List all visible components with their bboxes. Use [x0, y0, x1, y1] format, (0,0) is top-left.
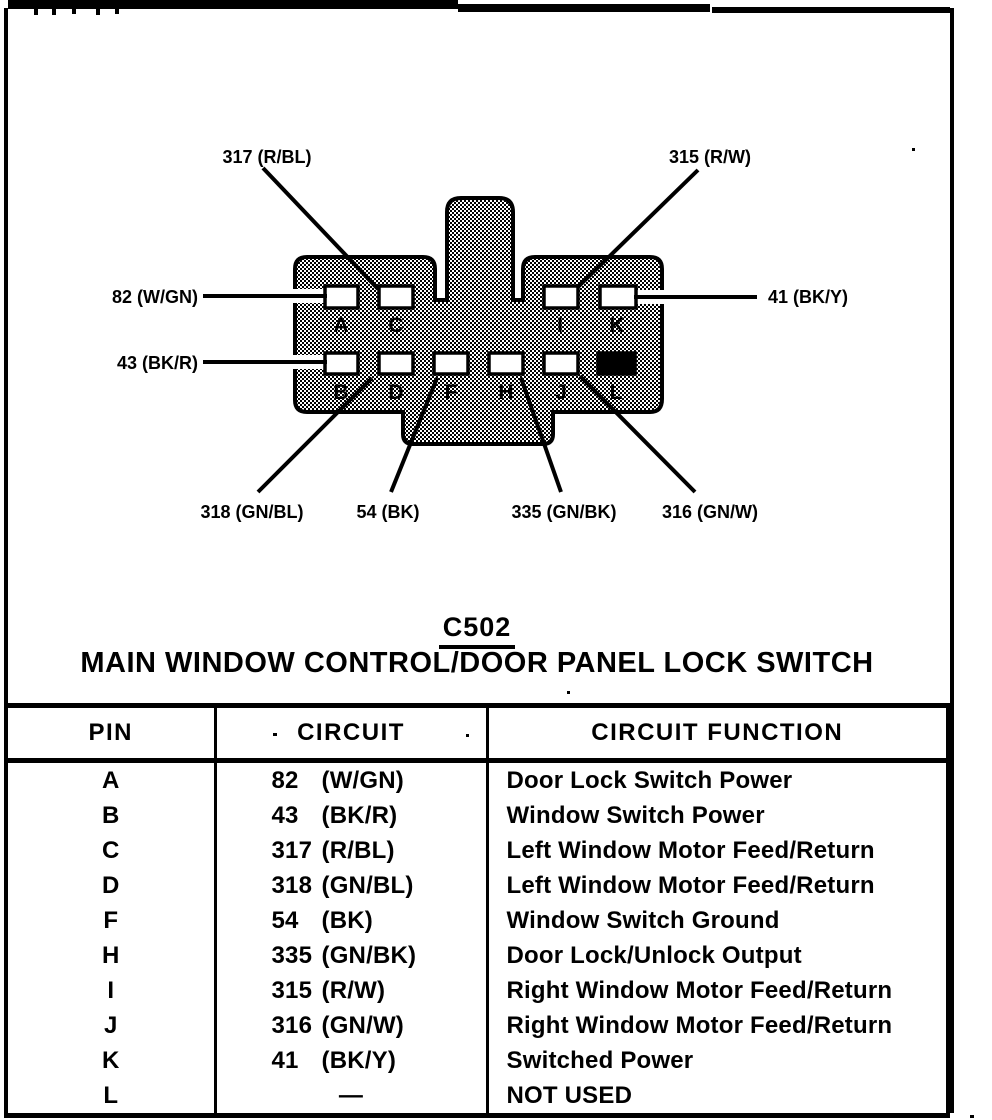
- wire-label-41: 41 (BK/Y): [768, 287, 849, 307]
- pin-letter-i: I: [557, 314, 563, 337]
- circuit-cell: 335 (GN/BK): [215, 938, 487, 973]
- pin-slot-l-blocked: [598, 353, 635, 374]
- circuit-cell: 317 (R/BL): [215, 833, 487, 868]
- pin-cell: C: [101, 836, 120, 864]
- circuit-cell: 82 (W/GN): [215, 761, 487, 799]
- connector-id-row: [4, 612, 950, 649]
- pin-letter-b: B: [333, 381, 349, 404]
- page-title: MAIN WINDOW CONTROL/DOOR PANEL LOCK SWITCH: [80, 647, 874, 679]
- pin-slot-b: [325, 353, 358, 374]
- table-row: [6, 1008, 948, 1043]
- pin-slot-i: [544, 286, 578, 308]
- column-header-pin: PIN: [6, 706, 215, 761]
- scan-speck: [970, 1115, 974, 1118]
- pin-cell: A: [101, 766, 120, 794]
- function-cell: Left Window Motor Feed/Return: [487, 868, 948, 903]
- pin-cell: K: [101, 1046, 120, 1074]
- wire-label-43: 43 (BK/R): [116, 353, 198, 373]
- table-row: [6, 798, 948, 833]
- table-row: [6, 903, 948, 938]
- function-cell: Window Switch Power: [487, 798, 948, 833]
- function-cell: Left Window Motor Feed/Return: [487, 833, 948, 868]
- pin-slot-j: [544, 353, 578, 374]
- circuit-cell: 318 (GN/BL): [215, 868, 487, 903]
- function-cell: Right Window Motor Feed/Return: [487, 1008, 948, 1043]
- function-cell: Door Lock/Unlock Output: [487, 938, 948, 973]
- pin-cell: L: [103, 1081, 119, 1109]
- circuit-cell: 54 (BK): [215, 903, 487, 938]
- circuit-cell: 41 (BK/Y): [215, 1043, 487, 1078]
- pin-slot-d: [379, 353, 413, 374]
- pin-slot-c: [379, 286, 413, 308]
- circuit-cell: 43 (BK/R): [215, 798, 487, 833]
- pin-letter-d: D: [388, 381, 404, 404]
- function-cell: Door Lock Switch Power: [487, 761, 948, 799]
- table-row: [6, 938, 948, 973]
- table-row: [6, 1078, 948, 1116]
- table-row: [6, 973, 948, 1008]
- pin-letter-f: F: [444, 381, 458, 404]
- pin-cell: D: [101, 871, 120, 899]
- pin-letter-l: L: [609, 381, 623, 404]
- circuit-cell: [215, 1078, 487, 1116]
- wire-label-82: 82 (W/GN): [111, 287, 198, 307]
- table-row: [6, 1043, 948, 1078]
- pin-slot-k: [600, 286, 636, 308]
- table-row: [6, 868, 948, 903]
- column-header-circuit-function: CIRCUIT FUNCTION: [487, 706, 948, 761]
- wire-label-315: 315 (R/W): [668, 147, 752, 167]
- pin-letter-k: K: [609, 314, 625, 337]
- wire-label-317: 317 (R/BL): [222, 147, 312, 167]
- table-row: [6, 761, 948, 799]
- pin-cell: I: [107, 976, 115, 1004]
- wire-label-318: 318 (GN/BL): [200, 502, 304, 522]
- function-cell: NOT USED: [487, 1078, 948, 1116]
- connector-body: [295, 198, 662, 444]
- pin-letter-a: A: [333, 314, 349, 337]
- pin-letter-h: H: [498, 381, 514, 404]
- pin-slot-f: [434, 353, 468, 374]
- pinout-table: [4, 703, 950, 1118]
- pin-slot-h: [489, 353, 523, 374]
- pin-letter-c: C: [388, 314, 404, 337]
- wire-label-54: 54 (BK): [356, 502, 420, 522]
- pin-cell: F: [103, 906, 119, 934]
- pin-cell: H: [101, 941, 120, 969]
- pin-cell: B: [101, 801, 120, 829]
- circuit-cell: 316 (GN/W): [215, 1008, 487, 1043]
- function-cell: Switched Power: [487, 1043, 948, 1078]
- table-row: [6, 833, 948, 868]
- column-header-circuit: CIRCUIT: [215, 706, 487, 761]
- pin-slot-a: [325, 286, 358, 308]
- connector-id: C502: [439, 612, 516, 649]
- circuit-cell: 315 (R/W): [215, 973, 487, 1008]
- pin-cell: J: [103, 1011, 118, 1039]
- pin-letter-j: J: [555, 381, 567, 404]
- wire-label-316: 316 (GN/W): [661, 502, 759, 522]
- wire-label-335: 335 (GN/BK): [511, 502, 617, 522]
- table-header-row: [6, 706, 948, 761]
- function-cell: Window Switch Ground: [487, 903, 948, 938]
- not-used-dash: —: [338, 1081, 364, 1109]
- function-cell: Right Window Motor Feed/Return: [487, 973, 948, 1008]
